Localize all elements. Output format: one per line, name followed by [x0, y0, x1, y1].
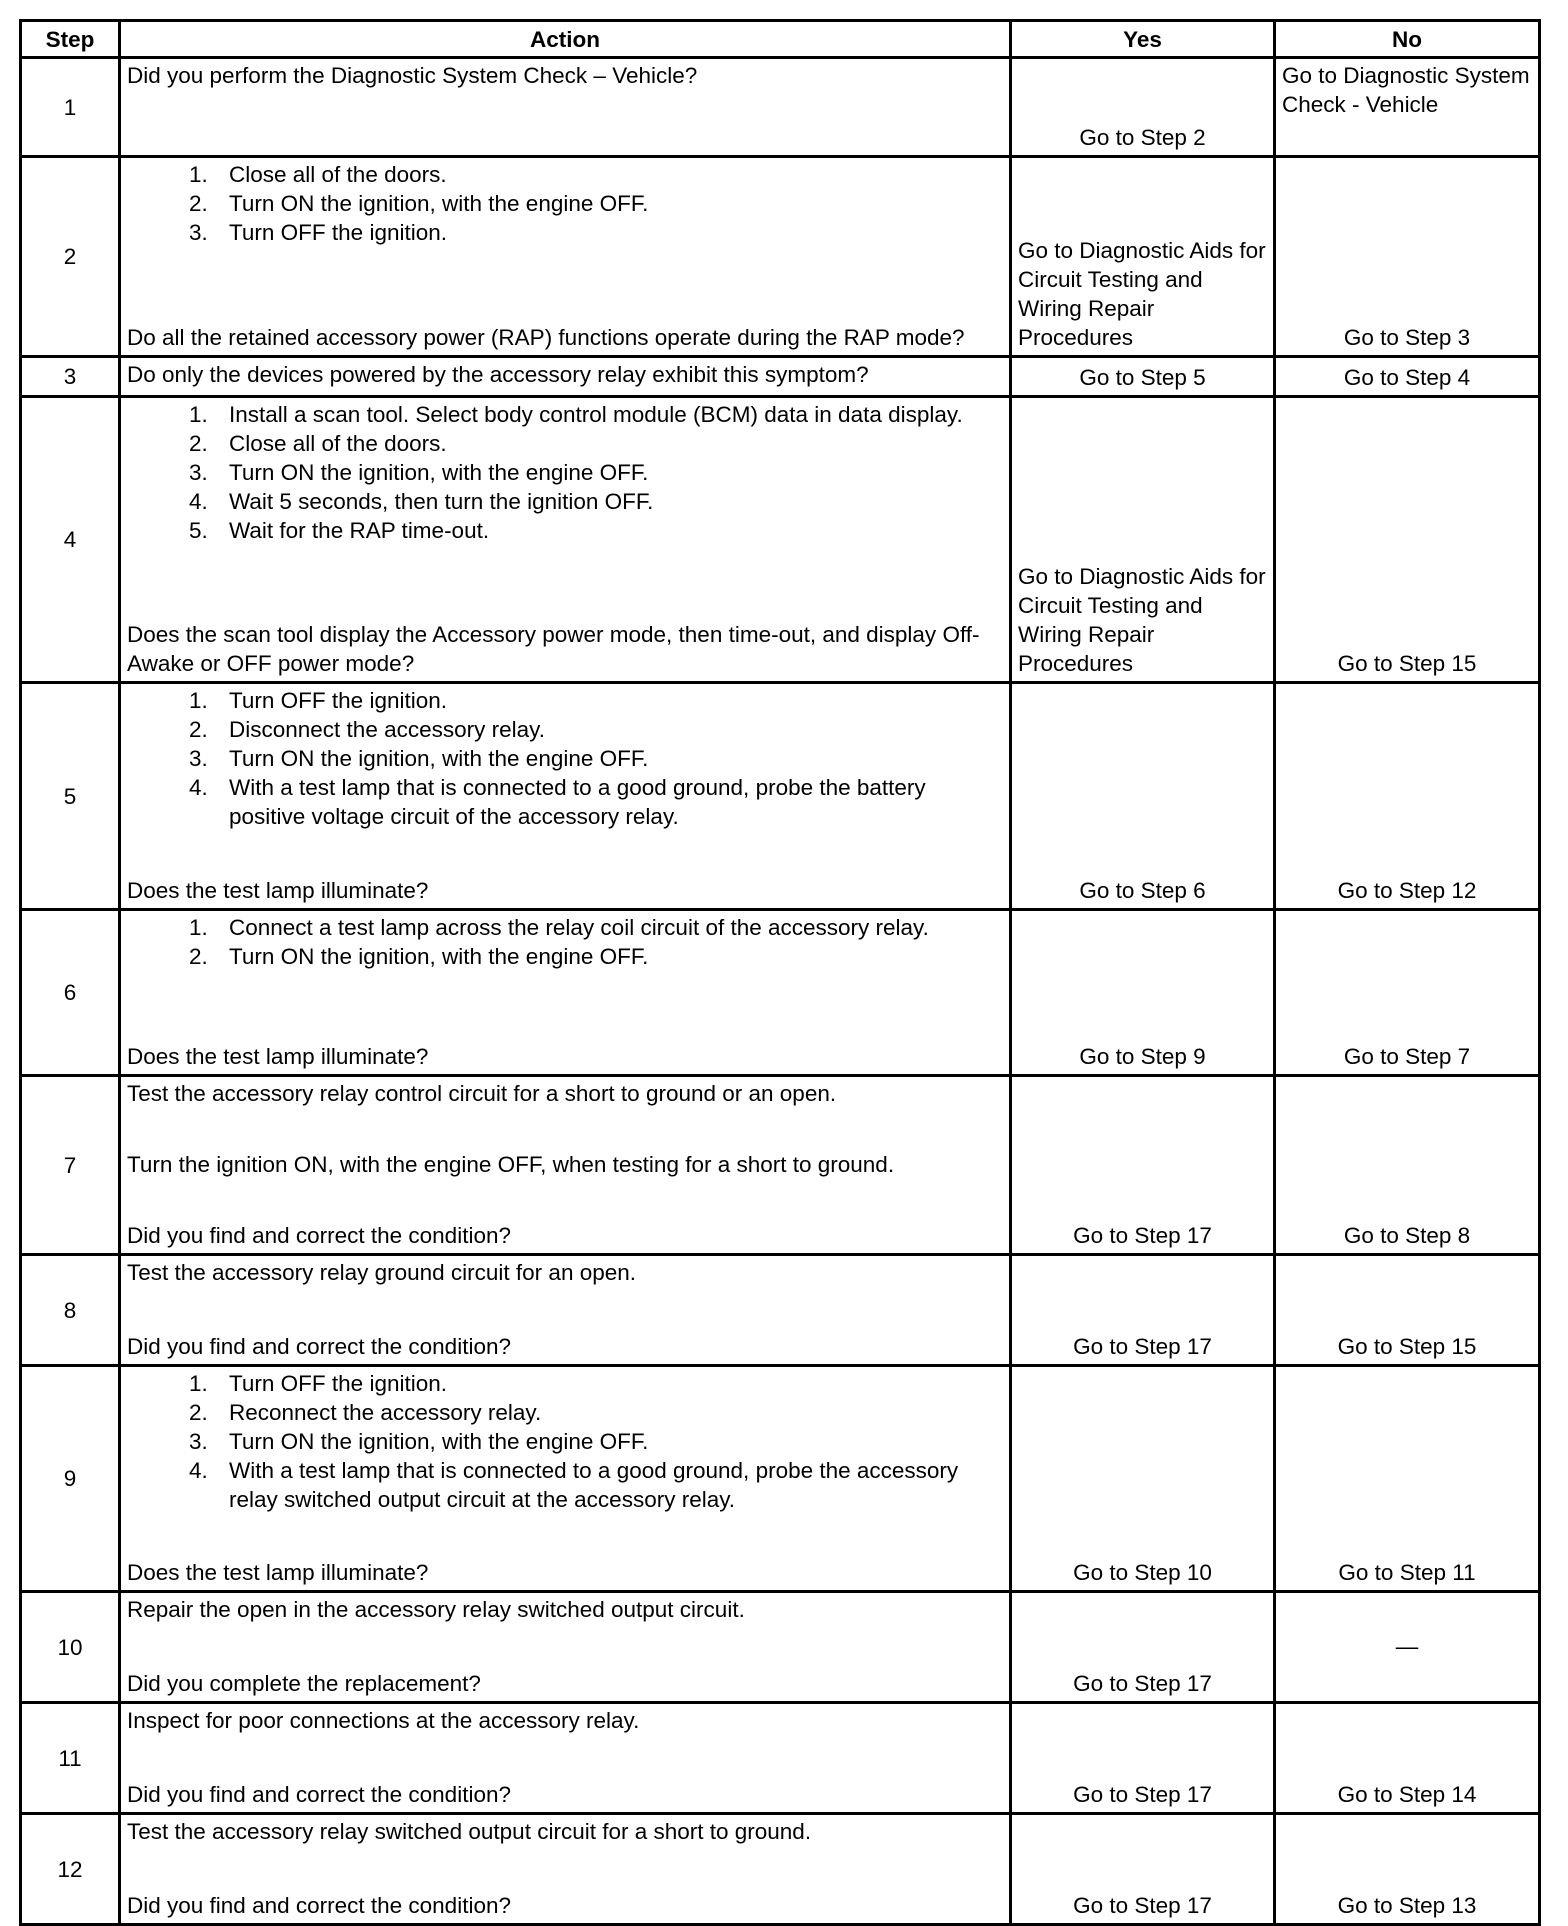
- list-item: 1. Connect a test lamp across the relay coil circuit of the accessory relay.: [189, 915, 929, 940]
- list-item: 4. With a test lamp that is connected to a good ground, probe the battery positive voltage circuit of the accessory relay.: [189, 775, 926, 829]
- list-item: 1. Install a scan tool. Select body control module (BCM) data in data display.: [189, 402, 963, 427]
- list-item: 5. Wait for the RAP time-out.: [189, 518, 490, 543]
- table-row: [21, 1366, 1540, 1592]
- step-number: 5: [21, 683, 120, 910]
- list-item: 1. Close all of the doors.: [189, 162, 447, 187]
- table-row: [21, 1255, 1540, 1366]
- action-text: Did you perform the Diagnostic System Check – Vehicle?: [127, 63, 698, 88]
- action-steps-list: [127, 400, 1005, 545]
- no-cell: Go to Step 7: [1275, 910, 1540, 1076]
- action-cell: [120, 1366, 1011, 1592]
- table-row: [21, 683, 1540, 910]
- action-cell: [120, 357, 1011, 397]
- step-number: 6: [21, 910, 120, 1076]
- table-row: [21, 397, 1540, 683]
- list-item: 3. Turn ON the ignition, with the engine OFF.: [189, 746, 649, 771]
- list-item: 3. Turn OFF the ignition.: [189, 220, 448, 245]
- yes-cell: Go to Step 6: [1011, 683, 1275, 910]
- no-cell: Go to Step 14: [1275, 1703, 1540, 1814]
- diagnostic-table: [19, 19, 1541, 1926]
- list-item: 2. Turn ON the ignition, with the engine OFF.: [189, 191, 649, 216]
- action-cell: [120, 683, 1011, 910]
- step-number: 9: [21, 1366, 120, 1592]
- action-text: Does the test lamp illuminate?: [127, 1560, 429, 1585]
- yes-cell: Go to Step 17: [1011, 1076, 1275, 1255]
- list-item: 1. Turn OFF the ignition.: [189, 688, 448, 713]
- action-steps-list: [127, 913, 1005, 971]
- list-item: 1. Turn OFF the ignition.: [189, 1371, 448, 1396]
- no-cell: Go to Step 12: [1275, 683, 1540, 910]
- action-text: Test the accessory relay ground circuit for an open.: [127, 1260, 637, 1285]
- no-cell: Go to Step 13: [1275, 1814, 1540, 1925]
- yes-cell: Go to Diagnostic Aids for Circuit Testing and Wiring Repair Procedures: [1011, 157, 1275, 357]
- no-cell: Go to Step 3: [1275, 157, 1540, 357]
- action-text: Did you find and correct the condition?: [127, 1782, 511, 1807]
- action-steps-list: [127, 686, 1005, 831]
- action-cell: [120, 1814, 1011, 1925]
- step-number: 11: [21, 1703, 120, 1814]
- yes-cell: Go to Step 17: [1011, 1592, 1275, 1703]
- action-text: Inspect for poor connections at the accessory relay.: [127, 1708, 640, 1733]
- header-step: Step: [21, 21, 120, 58]
- action-text: Does the test lamp illuminate?: [127, 878, 429, 903]
- yes-cell: Go to Step 17: [1011, 1255, 1275, 1366]
- action-cell: [120, 58, 1011, 157]
- yes-cell: Go to Diagnostic Aids for Circuit Testing and Wiring Repair Procedures: [1011, 397, 1275, 683]
- action-steps-list: [127, 160, 1005, 247]
- action-text: Does the scan tool display the Accessory power mode, then time-out, and display Off-Awake or OFF power mode?: [127, 622, 980, 676]
- no-cell: Go to Diagnostic System Check - Vehicle: [1275, 58, 1540, 157]
- action-cell: [120, 397, 1011, 683]
- table-row: [21, 910, 1540, 1076]
- action-text: Test the accessory relay control circuit for a short to ground or an open.: [127, 1081, 837, 1106]
- list-item: 4. Wait 5 seconds, then turn the ignition OFF.: [189, 489, 654, 514]
- table-row: [21, 1703, 1540, 1814]
- no-cell: Go to Step 15: [1275, 1255, 1540, 1366]
- step-number: 7: [21, 1076, 120, 1255]
- list-item: 2. Close all of the doors.: [189, 431, 447, 456]
- header-action: Action: [120, 21, 1011, 58]
- action-steps-list: [127, 1369, 1005, 1514]
- action-cell: [120, 1076, 1011, 1255]
- list-item: 2. Disconnect the accessory relay.: [189, 717, 545, 742]
- yes-cell: Go to Step 5: [1011, 357, 1275, 397]
- action-text: Does the test lamp illuminate?: [127, 1044, 429, 1069]
- action-text: Did you find and correct the condition?: [127, 1223, 511, 1248]
- table-row: [21, 1076, 1540, 1255]
- table-row: [21, 357, 1540, 397]
- action-cell: [120, 157, 1011, 357]
- header-yes: Yes: [1011, 21, 1275, 58]
- step-number: 12: [21, 1814, 120, 1925]
- table-row: [21, 1592, 1540, 1703]
- no-cell: Go to Step 4: [1275, 357, 1540, 397]
- table-row: [21, 1814, 1540, 1925]
- yes-cell: Go to Step 9: [1011, 910, 1275, 1076]
- action-text: Turn the ignition ON, with the engine OFF, when testing for a short to ground.: [127, 1152, 895, 1177]
- header-no: No: [1275, 21, 1540, 58]
- step-number: 8: [21, 1255, 120, 1366]
- no-cell: —: [1275, 1592, 1540, 1703]
- step-number: 4: [21, 397, 120, 683]
- yes-cell: Go to Step 17: [1011, 1703, 1275, 1814]
- no-cell: Go to Step 15: [1275, 397, 1540, 683]
- action-text: Do only the devices powered by the accessory relay exhibit this symptom?: [127, 362, 869, 387]
- action-cell: [120, 1703, 1011, 1814]
- yes-cell: Go to Step 17: [1011, 1814, 1275, 1925]
- step-number: 1: [21, 58, 120, 157]
- step-number: 2: [21, 157, 120, 357]
- table-row: [21, 58, 1540, 157]
- step-number: 10: [21, 1592, 120, 1703]
- action-text: Did you find and correct the condition?: [127, 1334, 511, 1359]
- yes-cell: Go to Step 10: [1011, 1366, 1275, 1592]
- action-text: Did you complete the replacement?: [127, 1671, 481, 1696]
- list-item: 2. Reconnect the accessory relay.: [189, 1400, 542, 1425]
- list-item: 3. Turn ON the ignition, with the engine OFF.: [189, 460, 649, 485]
- action-text: Did you find and correct the condition?: [127, 1893, 511, 1918]
- no-cell: Go to Step 8: [1275, 1076, 1540, 1255]
- list-item: 2. Turn ON the ignition, with the engine OFF.: [189, 944, 649, 969]
- action-cell: [120, 1592, 1011, 1703]
- header-row: [21, 21, 1540, 58]
- action-text: Do all the retained accessory power (RAP) functions operate during the RAP mode?: [127, 325, 965, 350]
- list-item: 4. With a test lamp that is connected to a good ground, probe the accessory relay switched output circuit at the accessory relay.: [189, 1458, 959, 1512]
- step-number: 3: [21, 357, 120, 397]
- yes-cell: Go to Step 2: [1011, 58, 1275, 157]
- action-text: Test the accessory relay switched output circuit for a short to ground.: [127, 1819, 812, 1844]
- action-text: Repair the open in the accessory relay switched output circuit.: [127, 1597, 745, 1622]
- no-cell: Go to Step 11: [1275, 1366, 1540, 1592]
- list-item: 3. Turn ON the ignition, with the engine OFF.: [189, 1429, 649, 1454]
- table-row: [21, 157, 1540, 357]
- action-cell: [120, 1255, 1011, 1366]
- action-cell: [120, 910, 1011, 1076]
